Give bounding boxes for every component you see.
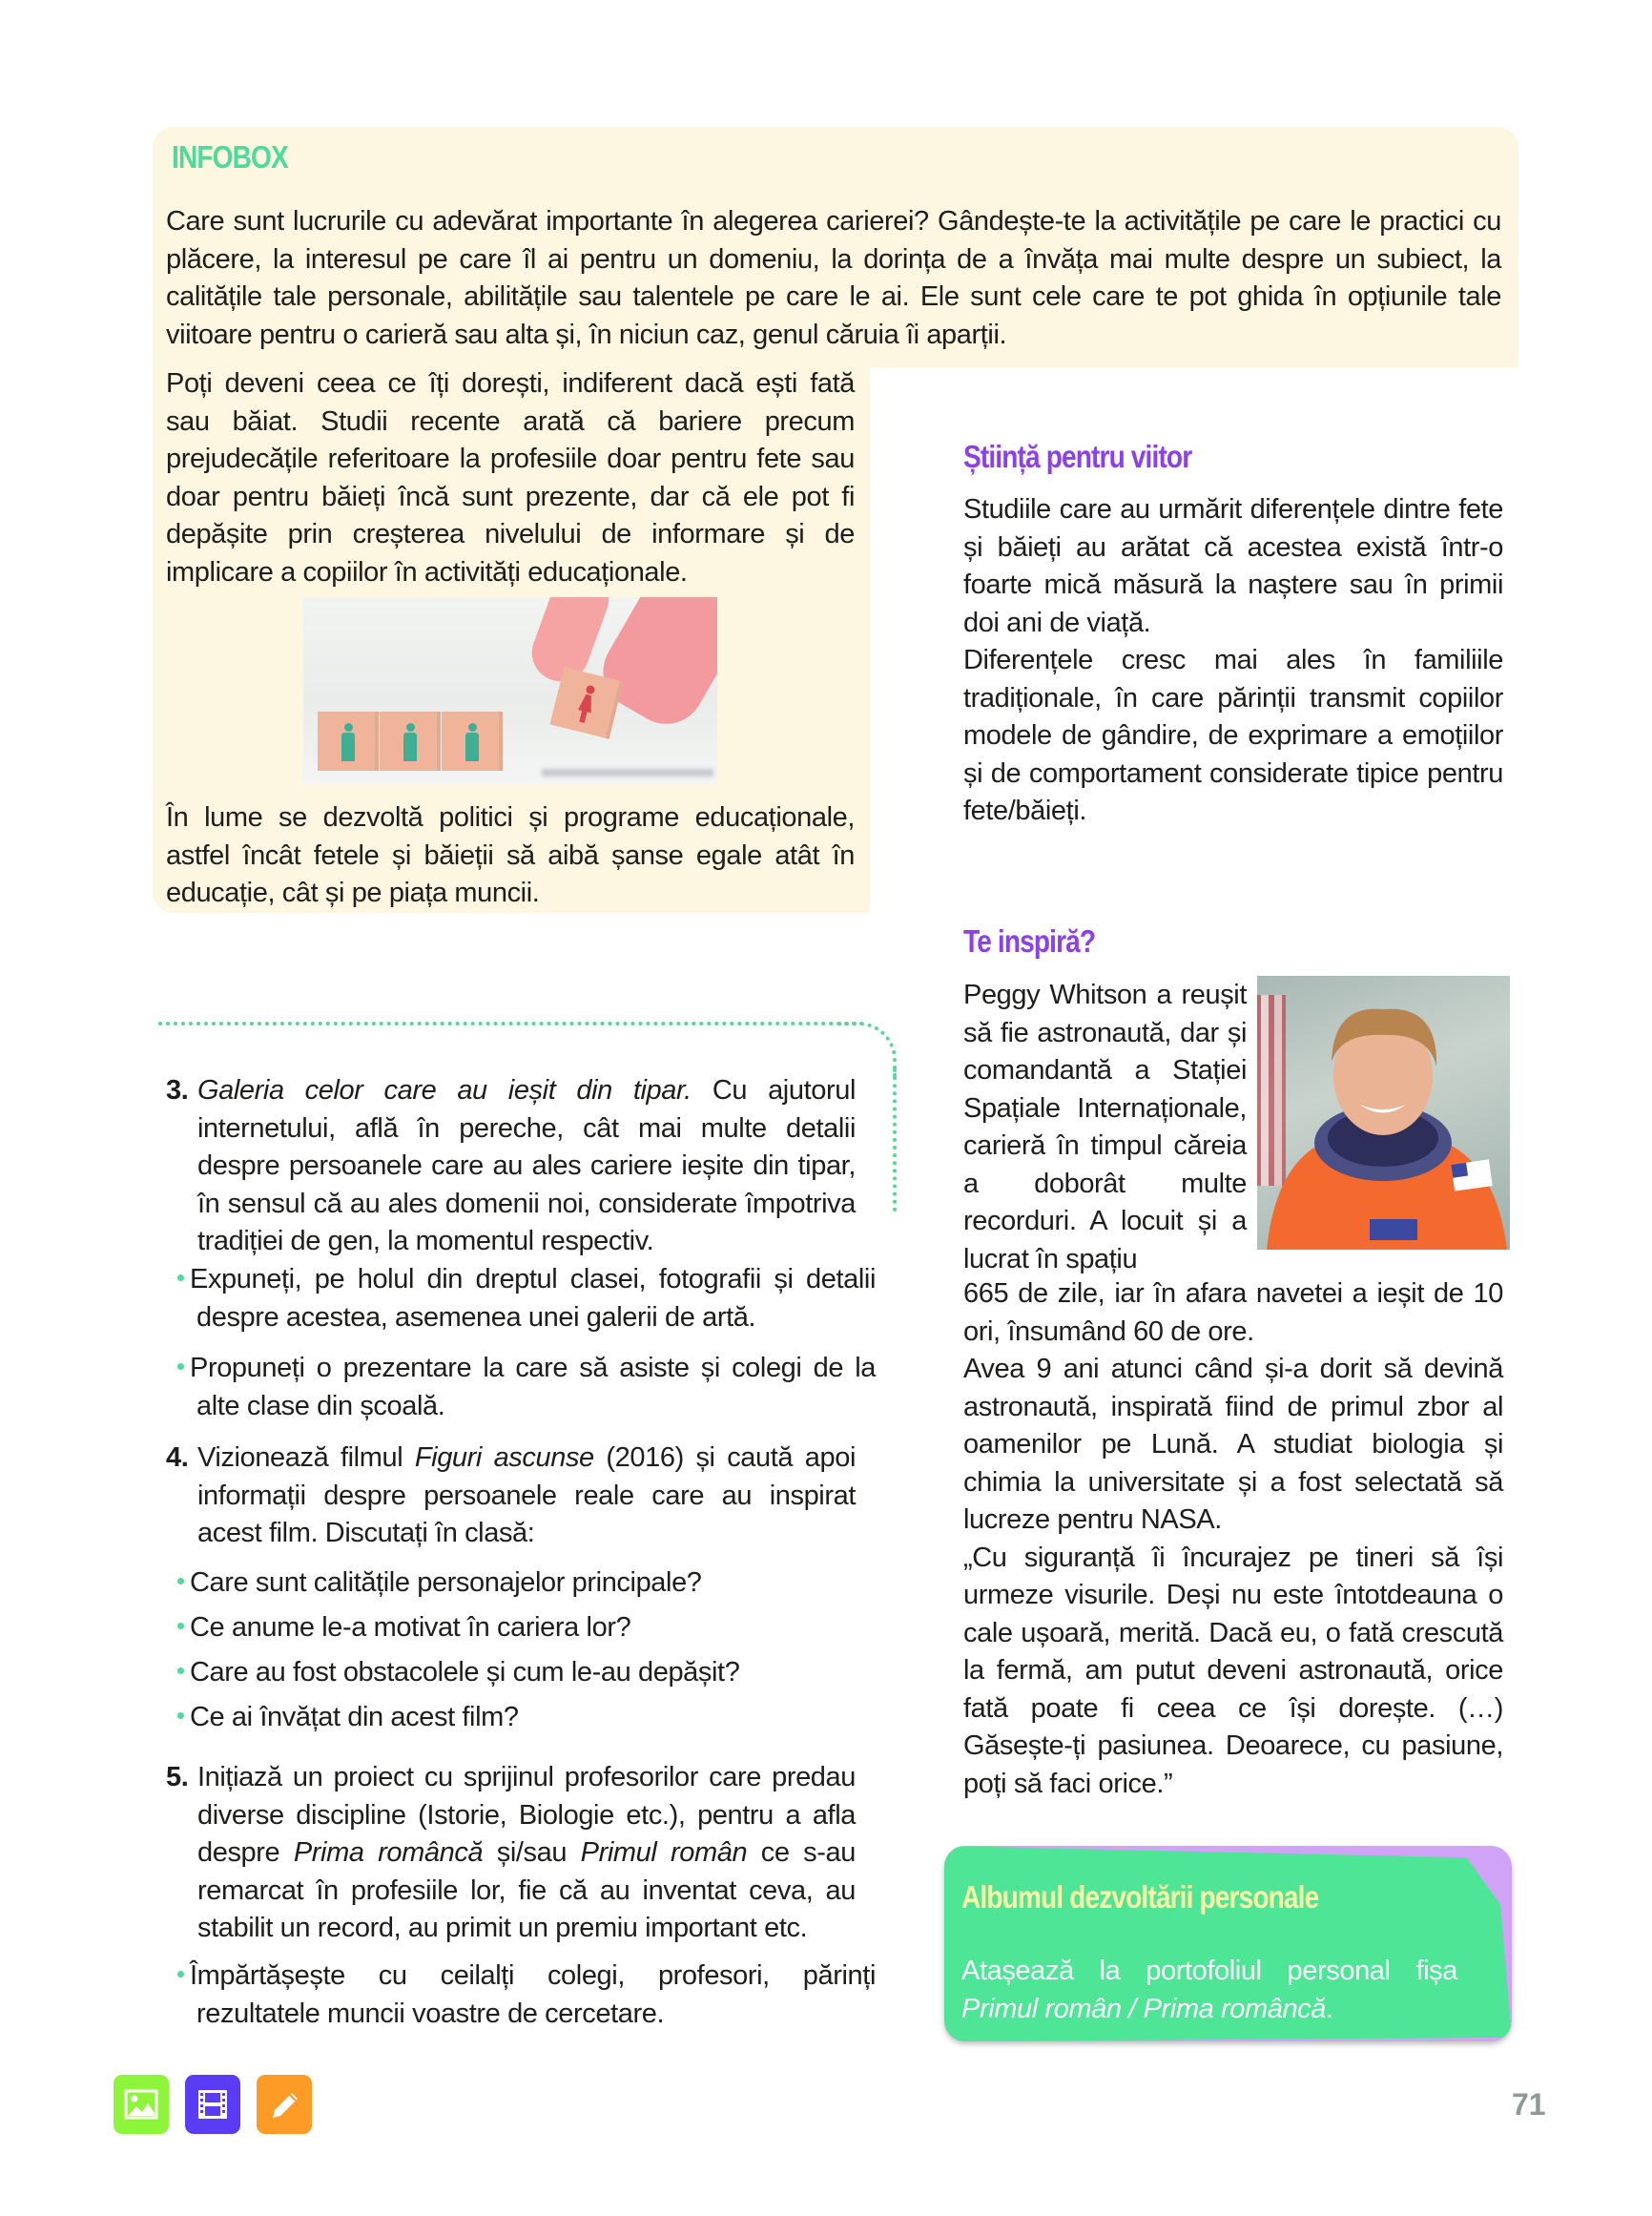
bullet-dot-icon (177, 1578, 184, 1584)
infobox-paragraph-3: În lume se dezvoltă politici și programe educaționale, astfel încât fetele și băieții să aibă șanse egale atât în educație, cât și pe piața muncii. (166, 802, 855, 908)
bullet-item: Expuneți, pe holul din dreptul clasei, fotografii și detalii despre acestea, asemenea unei galerii de artă. (177, 1261, 876, 1336)
stiinta-paragraph-1: Studiile care au urmărit diferențele dintre fete și băieți au arătat că acestea există într-o foarte mică măsură la naștere sau în primii doi ani de viață. (963, 494, 1503, 638)
bullet-dot-icon (177, 1667, 184, 1674)
inspira-body (963, 1275, 1503, 1803)
bullet-dot-icon (177, 1712, 184, 1719)
inspira-intro: Peggy Whitson a reușit să fie astronaută, dar și comandantă a Stației Spațiale Internaționale, carieră în timpul căreia a doborât multe recorduri. A locuit și a lucrat în spațiu (963, 980, 1247, 1274)
pencil-icon (267, 2087, 301, 2122)
block-male-2 (380, 712, 441, 771)
bullet-dot-icon (177, 1971, 184, 1978)
infobox-title: INFOBOX (172, 139, 288, 175)
infobox-paragraph-1: Care sunt lucrurile cu adevărat importante în alegerea carierei? Gândește-te la activitățile pe care le practici cu plăcere, la interesul pe care îl ai pentru un domeniu, la dorința de a învăța mai multe despre un subiect, la calitățile tale personale, abilitățile sau talentele pe care le ai. Ele sunt cele care te pot ghida în opțiunile tale viitoare pentru o carieră sau alta și, în niciun caz, genul căruia îi aparții. (166, 206, 1501, 350)
bullet-item: Ce anume le-a motivat în cariera lor? (177, 1609, 857, 1647)
exercise-number: 3. (166, 1075, 189, 1106)
exercise-4: 4. Vizionează filmul Figuri ascunse (2016) și caută apoi informații despre persoanele reale care au inspirat acest film. Discutați în clasă: (197, 1439, 856, 1553)
album-title: Albumul dezvoltării personale (961, 1879, 1319, 1915)
bullet-item: Ce ai învățat din acest film? (177, 1699, 857, 1737)
wooden-blocks-photo (303, 597, 717, 784)
dotted-divider (158, 1022, 864, 1025)
stiinta-paragraph-2: Diferențele cresc mai ales în familiile tradiționale, în care părinții transmit copiilor modele de gândire, de exprimare a emoțiilor și de comportament considerate tipice pentru fete/băieți. (963, 645, 1503, 826)
page-number: 71 (1512, 2087, 1546, 2122)
exercise-3 (166, 1072, 856, 1261)
bullet-dot-icon (177, 1623, 184, 1629)
bullet-item: Propuneți o prezentare la care să asiste și colegi de la alte clase din școală. (177, 1350, 876, 1425)
image-icon (124, 2087, 158, 2122)
shadow (542, 769, 713, 777)
bullet-item: Împărtășește cu ceilalți colegi, profesori, părinți rezultatele muncii voastre de cercetare. (177, 1957, 876, 2033)
writing-exercise-button[interactable] (257, 2075, 312, 2134)
inspira-heading: Te inspiră? (963, 923, 1096, 959)
album-text: Atașează la portofoliul personal fișa Primul român / Prima româncă. (961, 1956, 1457, 2024)
astronaut-illustration (1257, 976, 1510, 1250)
inspira-continuation: 665 de zile, iar în afara navetei a ieșit de 10 ori, însumând 60 de ore. (963, 1278, 1503, 1347)
exercise-3-text: Cu ajutorul internetului, află în pereche, cât mai multe detalii despre persoanele care au ales cariere ieșite din tipar, în sensul că au ales domenii noi, considerate împotriva tradiției de gen, la momentul respectiv. (197, 1075, 856, 1256)
bullet-dot-icon (177, 1363, 184, 1370)
bullet-dot-icon (177, 1274, 184, 1281)
exercise-number: 5. (166, 1762, 189, 1792)
film-icon (196, 2087, 230, 2122)
dotted-corner (839, 1022, 897, 1079)
video-resource-button[interactable] (185, 2075, 240, 2134)
inspira-quote: „Cu siguranță îi încurajez pe tineri să își urmeze visurile. Deși nu este întotdeauna o cale ușoară, merită. Dacă eu, o fată crescută la fermă, am putut deveni astronaută, orice fată poate fi ceea ce își dorește. (…) Găsește-ți pasiunea. Deoarece, cu pasiune, poți să faci orice.” (963, 1542, 1503, 1799)
stiinta-heading: Știință pentru viitor (963, 439, 1192, 474)
bullet-item: Care au fost obstacolele și cum le-au depășit? (177, 1654, 857, 1692)
dotted-divider-vertical (893, 1068, 897, 1212)
film-title: Figuri ascunse (414, 1442, 594, 1473)
exercise-number: 4. (166, 1442, 189, 1473)
block-male-1 (318, 712, 379, 771)
infobox-paragraph-2: Poți deveni ceea ce îți dorești, indiferent dacă ești fată sau băiat. Studii recente arată că bariere precum prejudecățile referitoare la profesiile doar pentru fete sau doar pentru băieți încă sunt prezente, dar că ele pot fi depășite prin creșterea nivelului de informare și de implicare a copiilor în activități educaționale. (166, 368, 855, 588)
stiinta-body (963, 491, 1503, 831)
block-male-3 (442, 712, 503, 771)
exercise-5: 5. Inițiază un proiect cu sprijinul profesorilor care predau diverse discipline (Istorie, Biologie etc.), pentru a afla despre Prima româncă și/sau Primul român ce s-au remarcat în profesiile lor, fie că au inventat ceva, au stabilit un record, au primit un premiu important etc. (197, 1759, 856, 1948)
exercise-3-lead: Galeria celor care au ieșit din tipar. (197, 1075, 692, 1106)
image-resource-button[interactable] (114, 2075, 169, 2134)
bullet-item: Care sunt calitățile personajelor principale? (177, 1564, 857, 1603)
inspira-paragraph-2: Avea 9 ani atunci când și-a dorit să devină astronaută, inspirată fiind de primul zbor al oamenilor pe Lună. A studiat biologia și chimia la universitate și a fost selectată să lucreze pentru NASA. (963, 1354, 1503, 1535)
astronaut-photo (1257, 976, 1510, 1250)
